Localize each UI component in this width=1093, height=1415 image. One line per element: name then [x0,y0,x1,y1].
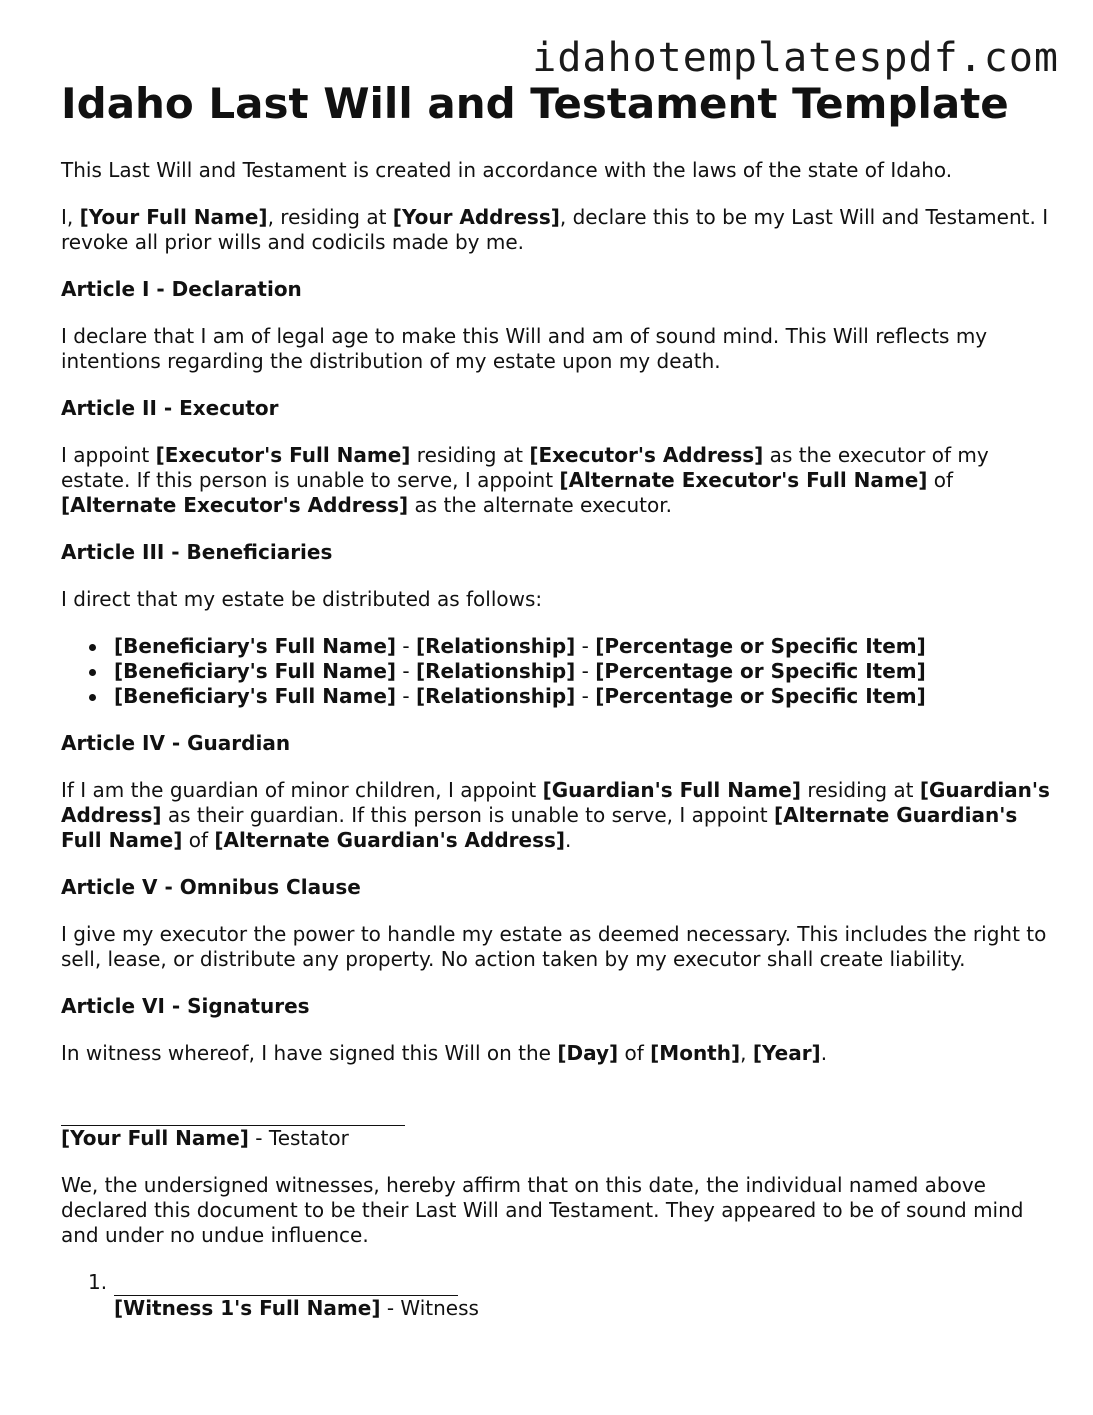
text-run: of [927,468,954,492]
placeholder-executor-address: [Executor's Address] [529,443,764,467]
separator: - [575,659,596,683]
placeholder-alternate-guardian-name: [Alternate Guardian's Full Name] [61,803,1018,852]
text-run: , [740,1041,753,1065]
bullet-icon [89,694,96,701]
article-5-heading: Article V - Omnibus Clause [61,875,361,899]
article-2-text [61,443,1051,518]
placeholder-month: [Month] [650,1041,741,1065]
placeholder-your-address: [Your Address] [392,205,560,229]
placeholder-guardian-name: [Guardian's Full Name] [542,778,801,802]
article-2-heading: Article II - Executor [61,396,279,420]
intro-paragraph: This Last Will and Testament is created in accordance with the laws of the state of Idaho. [61,158,953,182]
text-run: . [820,1041,828,1065]
placeholder-year: [Year] [752,1041,821,1065]
text-run: I appoint [61,443,156,467]
article-3-heading: Article III - Beneficiaries [61,540,333,564]
witness-number: 1. [88,1270,108,1294]
text-run: If I am the guardian of minor children, I appoint [61,778,543,802]
placeholder-share: [Percentage or Specific Item] [595,634,926,658]
separator: - [575,634,596,658]
separator: - [396,684,416,708]
bullet-icon [89,644,96,651]
text-run: as the executor of my estate. If this person is unable to serve, I appoint [61,443,989,492]
placeholder-alternate-guardian-address: [Alternate Guardian's Address] [214,828,566,852]
placeholder-beneficiary-name: [Beneficiary's Full Name] [114,634,397,658]
text-run: I, [61,205,80,229]
witness-item [88,1270,1051,1321]
text-run: of [618,1041,651,1065]
witness-signature-line[interactable] [114,1270,458,1296]
article-4-text [61,778,1051,853]
beneficiary-item [114,684,1051,709]
testator-caption [61,1126,1051,1151]
witness-caption [114,1296,1051,1321]
placeholder-executor-name: [Executor's Full Name] [155,443,411,467]
article-4-heading: Article IV - Guardian [61,731,291,755]
text-run: residing at [410,443,530,467]
beneficiary-item [114,634,1051,659]
declaration-paragraph [61,205,1051,255]
text-run: of [182,828,215,852]
text-run: - Witness [380,1296,479,1320]
article-1-text: I declare that I am of legal age to make this Will and am of sound mind. This Will reflects my intentions regarding the distribution of my estate upon my death. [61,324,988,373]
separator: - [396,634,416,658]
separator: - [575,684,596,708]
text-run: , residing at [267,205,393,229]
placeholder-relationship: [Relationship] [415,659,576,683]
placeholder-relationship: [Relationship] [415,634,576,658]
placeholder-testator-name: [Your Full Name] [61,1126,249,1150]
article-6-text [61,1041,1051,1066]
testator-signature-block [61,1100,1051,1151]
bullet-icon [89,669,96,676]
placeholder-beneficiary-name: [Beneficiary's Full Name] [114,684,397,708]
placeholder-guardian-address: [Guardian's Address] [61,778,1050,827]
placeholder-witness-name: [Witness 1's Full Name] [114,1296,381,1320]
text-run: , declare this to be my Last Will and Testament. I revoke all prior wills and codicils made by me. [61,205,1049,254]
testator-signature-line[interactable] [61,1100,405,1126]
article-6-heading: Article VI - Signatures [61,994,310,1018]
article-3-text: I direct that my estate be distributed as follows: [61,587,543,611]
placeholder-relationship: [Relationship] [415,684,576,708]
witness-list [61,1270,1051,1321]
placeholder-day: [Day] [557,1041,619,1065]
text-run: as their guardian. If this person is unable to serve, I appoint [161,803,774,827]
placeholder-share: [Percentage or Specific Item] [595,659,926,683]
placeholder-beneficiary-name: [Beneficiary's Full Name] [114,659,397,683]
placeholder-share: [Percentage or Specific Item] [595,684,926,708]
site-watermark: idahotemplatespdf.com [532,35,1059,81]
placeholder-alternate-executor-name: [Alternate Executor's Full Name] [559,468,928,492]
text-run: as the alternate executor. [408,493,672,517]
separator: - [396,659,416,683]
text-run: residing at [800,778,920,802]
text-run: - Testator [248,1126,349,1150]
beneficiary-list [61,634,1051,709]
text-run: . [565,828,572,852]
article-5-text: I give my executor the power to handle my estate as deemed necessary. This includes the right to sell, lease, or distribute any property. No action taken by my executor shall create liability. [61,922,1047,971]
text-run: In witness whereof, I have signed this Will on the [61,1041,558,1065]
document-title: Idaho Last Will and Testament Template [61,79,1009,128]
will-document [61,76,1051,1321]
placeholder-your-full-name: [Your Full Name] [79,205,268,229]
article-1-heading: Article I - Declaration [61,277,302,301]
witness-statement: We, the undersigned witnesses, hereby affirm that on this date, the individual named above declared this document to be their Last Will and Testament. They appeared to be of sound mind and under no undue influence. [61,1173,1024,1247]
beneficiary-item [114,659,1051,684]
placeholder-alternate-executor-address: [Alternate Executor's Address] [61,493,409,517]
